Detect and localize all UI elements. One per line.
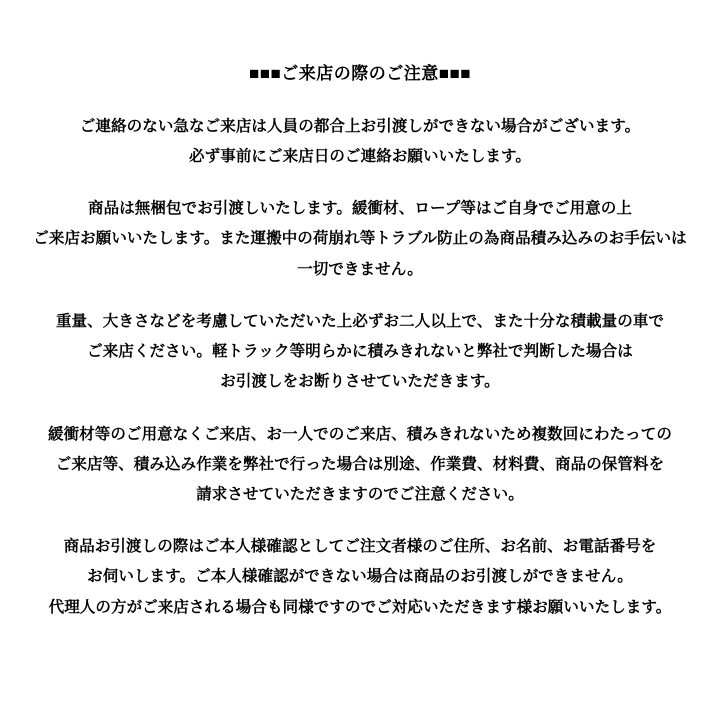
paragraph-line: 重量、大きさなどを考慮していただいた上必ずお二人以上で、また十分な積載量の車で bbox=[55, 312, 665, 330]
paragraph-line: 請求させていただきますのでご注意ください。 bbox=[196, 485, 524, 503]
paragraph-line: 必ず事前にご来店日のご連絡お願いいたします。 bbox=[189, 148, 531, 166]
paragraph-line: 一切できません。 bbox=[297, 260, 423, 278]
paragraph-line: 代理人の方がご来店される場合も同様ですのでご対応いただきます様お願いいたします。 bbox=[48, 598, 672, 616]
paragraph-advance-contact bbox=[14, 112, 706, 172]
paragraph-identity-check bbox=[14, 532, 706, 623]
paragraph-extra-fees bbox=[14, 420, 706, 511]
paragraph-line: ご来店ください。軽トラック等明らかに積みきれないと弊社で判断した場合は bbox=[87, 343, 633, 361]
paragraph-packaging bbox=[14, 194, 706, 285]
page-title: ■■■ご来店の際のご注意■■■ bbox=[248, 64, 472, 83]
paragraph-line: 緩衝材等のご用意なくご来店、お一人でのご来店、積みきれないため複数回にわたっての bbox=[47, 425, 672, 443]
paragraph-line: お引渡しをお断りさせていただきます。 bbox=[220, 373, 500, 391]
paragraph-line: ご来店等、積み込み作業を弊社で行った場合は別途、作業費、材料費、商品の保管料を bbox=[55, 455, 665, 473]
paragraph-line: 商品お引渡しの際はご本人様確認としてご注文者様のご住所、お名前、お電話番号を bbox=[63, 538, 657, 556]
paragraph-line: ご来店お願いいたします。また運搬中の荷崩れ等トラブル防止の為商品積み込みのお手伝いは bbox=[33, 230, 687, 248]
paragraph-line: 商品は無梱包でお引渡しいたします。緩衝材、ロープ等はご自身でご用意の上 bbox=[88, 200, 632, 218]
paragraph-vehicle-capacity bbox=[14, 307, 706, 398]
paragraph-line: ご連絡のない急なご来店は人員の都合上お引渡しができない場合がございます。 bbox=[79, 117, 641, 135]
paragraph-line: お伺いします。ご本人様確認ができない場合は商品のお引渡しができません。 bbox=[87, 568, 633, 586]
